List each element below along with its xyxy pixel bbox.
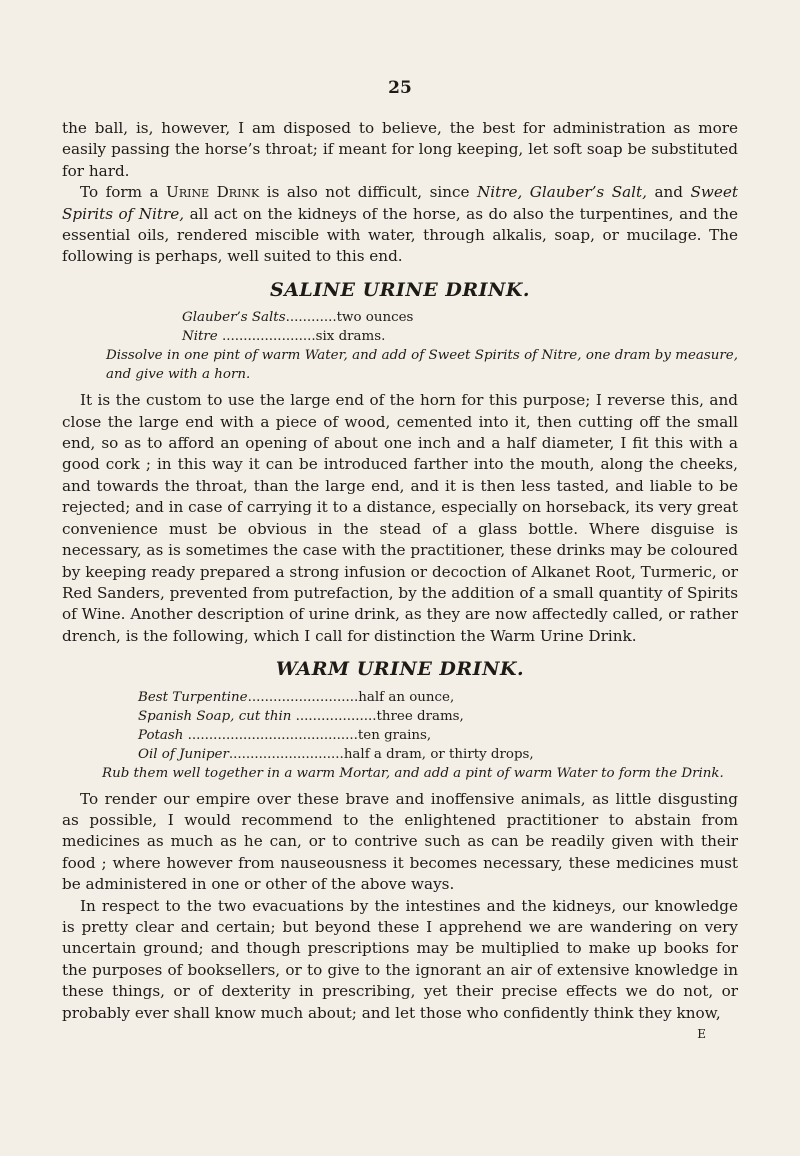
leader-dots: ........................... [228,746,344,762]
ingredient-quantity: ten grains, [357,727,432,743]
urine-drink-term: Urine Drink [166,183,260,202]
ingredient-quantity: half a dram, or thirty drops, [343,746,534,762]
ingredient-name: Nitre [182,329,218,345]
ingredient-quantity: half an ounce, [358,689,455,705]
leader-dots: ........................................ [183,727,358,743]
paragraph-horn-custom: It is the custom to use the large end of the horn for this purpose; I reverse this, and close the large end with a piece of wood, cemented into it, then cutting off the small end, so as to afford an opening of about one inch and a half diameter, I fit this with a good cork ; in this way it can be introduced farther into the mouth, along the cheeks, and towards the throat, than the large end, and it is then less tasted, and liable to be rejected; and in case of carrying it to a distance, especially on horseback, its very great convenience must be obvious in the stead of a glass bottle. Where disguise is necessary, as is sometimes the case with the practitioner, these drinks may be coloured by keeping ready prepared a strong infusion or decoction of Alkanet Root, Turmeric, or Red Sanders, prevented from putrefaction, by the addition of a small quantity of Spirits of Wine. Another description of urine drink, as they are now affectedly called, or rather drench, is the following, which I call for distinction the Warm Urine Drink. [62,391,738,645]
ingredient-quantity: two ounces [336,310,414,326]
leader-dots: ...................... [217,329,316,345]
warm-urine-drink-heading: WARM URINE DRINK. [275,658,525,681]
ingredient-term: Sweet Spirits of Nitre, [62,183,738,223]
leader-dots: ............ [285,310,337,326]
recipe-ingredient [62,726,738,745]
recipe-directions: Dissolve in one pint of warm Water, and add of Sweet Spirits of Nitre, one dram by measure, and give with a horn. [106,348,738,383]
paragraph-continuation: the ball, is, however, I am disposed to believe, the best for administration as more easily passing the horse’s throat; if meant for long keeping, let soft soap be substituted for hard. [62,119,738,180]
ingredient-name: Best Turpentine [138,689,248,705]
warm-recipe [62,688,738,783]
recipe-ingredient [62,745,738,764]
ingredient-name: Spanish Soap, cut thin [138,708,292,724]
leader-dots: .......................... [247,689,359,705]
paragraph-empire: To render our empire over these brave and inoffensive animals, as little disgusting as possible, I would recommend to the enlightened practitioner to abstain from medicines as much as he can, or to contrive such as can be readily given with their food ; where however from nauseousness it becomes necessary, these medicines must be administered in one or other of the above ways. [62,789,738,894]
text-run: is also not difficult, since [259,183,477,202]
recipe-ingredient [62,707,738,726]
ingredient-name: Glauber’s Salts [182,310,286,326]
recipe-ingredient [62,327,738,346]
saline-urine-drink-heading: SALINE URINE DRINK. [269,278,531,301]
saline-recipe [62,308,738,384]
ingredient-quantity: six drams. [315,329,386,345]
body-text [62,118,738,1045]
text-run: all act on the kidneys of the horse, as do also the turpentines, and the essential oils, rendered miscible with water, through alkalis, soap, or mucilage. The following is perhaps, well suited to this end. [62,204,739,266]
text-run: To form a [80,183,167,202]
recipe-directions: Rub them well together in a warm Mortar, and add a pint of warm Water to form the Drink. [102,765,724,781]
ingredient-term: Nitre, Glauber’s Salt, [476,183,647,202]
paragraph-evacuations: In respect to the two evacuations by the intestines and the kidneys, our knowledge is pretty clear and certain; but beyond these I apprehend we are wandering on very uncertain ground; and though prescriptions may be multiplied to make up books for the purposes of booksellers, or to give to the ignorant an air of extensive knowledge in these things, or of dexterity in prescribing, yet their precise effects we do not, or probably ever shall know much about; and let those who confidently think they know, [62,896,738,1022]
leader-dots: ................... [291,708,377,724]
recipe-ingredient [62,688,738,707]
text-run: and [646,183,691,202]
recipe-ingredient [62,308,738,327]
paragraph-urine-drink-intro [62,182,738,268]
ingredient-quantity: three drams, [376,708,464,724]
catchword-signature: E [697,1027,706,1041]
ingredient-name: Oil of Juniper [138,746,229,762]
ingredient-name: Potash [138,727,184,743]
page-number: 25 [388,78,412,98]
